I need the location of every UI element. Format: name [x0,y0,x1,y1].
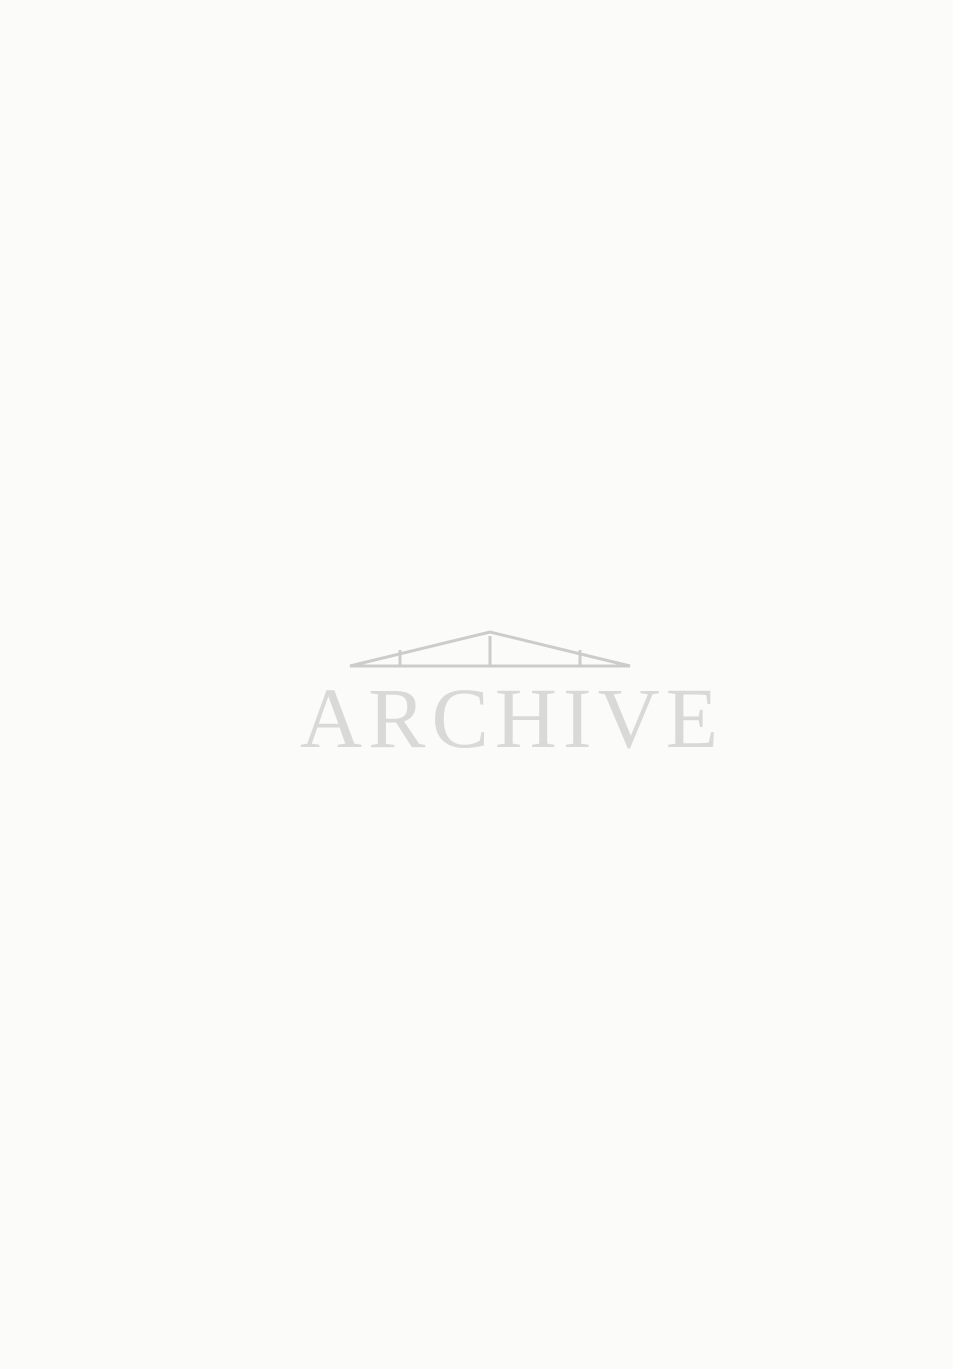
watermark-text: ARCHIVE [300,670,725,766]
watermark-emblem [340,628,640,668]
left-text-column [120,180,472,199]
right-text-column [494,180,900,199]
